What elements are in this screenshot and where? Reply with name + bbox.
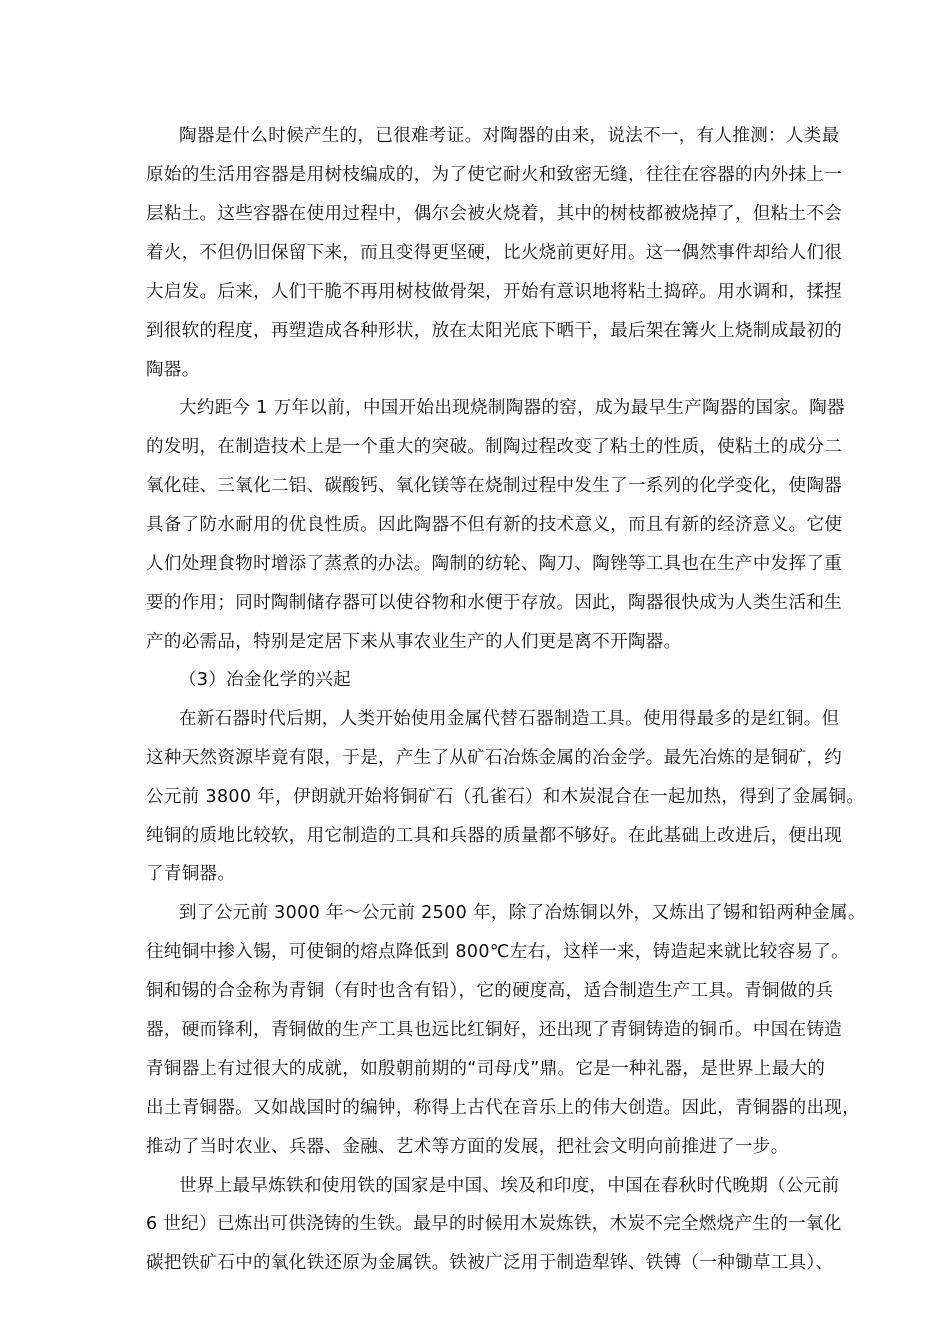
paragraph-1-line-6: 到很软的程度，再塑造成各种形状，放在太阳光底下晒干，最后架在篝火上烧制成最初的	[146, 321, 843, 341]
paragraph-4-line-3: 铜和锡的合金称为青铜（有时也含有铅），它的硬度高，适合制造生产工具。青铜做的兵	[146, 981, 834, 1001]
paragraph-1-line-4: 着火，不但仍旧保留下来，而且变得更坚硬，比火烧前更好用。这一偶然事件却给人们很	[146, 243, 843, 263]
paragraph-2-line-4: 具备了防水耐用的优良性质。因此陶器不但有新的技术意义，而且有新的经济意义。它使	[146, 515, 843, 535]
paragraph-2-line-3: 氧化硅、三氧化二铝、碳酸钙、氧化镁等在烧制过程中发生了一系列的化学变化，使陶器	[146, 476, 843, 496]
section-heading: （3）冶金化学的兴起	[179, 670, 352, 690]
paragraph-3-line-3: 公元前 3800 年，伊朗就开始将铜矿石（孔雀石）和木炭混合在一起加热，得到了金属铜。	[146, 787, 865, 807]
paragraph-2-line-7: 产的必需品，特别是定居下来从事农业生产的人们更是离不开陶器。	[146, 632, 682, 652]
paragraph-4-line-2: 往纯铜中掺入锡，可使铜的熔点降低到 800℃左右，这样一来，铸造起来就比较容易了。	[146, 942, 849, 962]
paragraph-1-line-1: 陶器是什么时候产生的，已很难考证。对陶器的由来，说法不一，有人推测：人类最	[179, 126, 840, 146]
paragraph-4-line-4: 器，硬而锋利，青铜做的生产工具也远比红铜好，还出现了青铜铸造的铜币。中国在铸造	[146, 1020, 843, 1040]
paragraph-1-line-2: 原始的生活用容器是用树枝编成的，为了使它耐火和致密无缝，往往在容器的内外抹上一	[146, 165, 843, 185]
paragraph-1-line-7: 陶器。	[146, 360, 200, 380]
paragraph-3-line-2: 这种天然资源毕竟有限，于是，产生了从矿石冶炼金属的冶金学。最先冶炼的是铜矿，约	[146, 748, 843, 768]
paragraph-5-line-1: 世界上最早炼铁和使用铁的国家是中国、埃及和印度，中国在春秋时代晚期（公元前	[179, 1176, 840, 1196]
paragraph-4-line-5: 青铜器上有过很大的成就，如殷朝前期的“司母戊”鼎。它是一种礼器，是世界上最大的	[146, 1059, 826, 1079]
paragraph-4-line-6: 出土青铜器。又如战国时的编钟，称得上古代在音乐上的伟大创造。因此，青铜器的出现，	[146, 1098, 860, 1118]
paragraph-4-line-1: 到了公元前 3000 年～公元前 2500 年，除了冶炼铜以外，又炼出了锡和铅两种金属。	[179, 903, 866, 923]
paragraph-5-line-2: 6 世纪）已炼出可供浇铸的生铁。最早的时候用木炭炼铁，木炭不完全燃烧产生的一氧化	[146, 1214, 842, 1234]
paragraph-1-line-5: 大启发。后来，人们干脆不再用树枝做骨架，开始有意识地将粘土捣碎。用水调和，揉捏	[146, 282, 843, 302]
paragraph-3-line-5: 了青铜器。	[146, 864, 236, 884]
paragraph-4-line-7: 推动了当时农业、兵器、金融、艺术等方面的发展，把社会文明向前推进了一步。	[146, 1137, 789, 1157]
paragraph-5-line-3: 碳把铁矿石中的氧化铁还原为金属铁。铁被广泛用于制造犁铧、铁镈（一种锄草工具）、	[146, 1253, 834, 1273]
paragraph-3-line-4: 纯铜的质地比较软，用它制造的工具和兵器的质量都不够好。在此基础上改进后，便出现	[146, 826, 843, 846]
paragraph-2-line-6: 要的作用；同时陶制储存器可以使谷物和水便于存放。因此，陶器很快成为人类生活和生	[146, 593, 843, 613]
paragraph-1-line-3: 层粘土。这些容器在使用过程中，偶尔会被火烧着，其中的树枝都被烧掉了，但粘土不会	[146, 204, 843, 224]
paragraph-2-line-5: 人们处理食物时增添了蒸煮的办法。陶制的纺轮、陶刀、陶锉等工具也在生产中发挥了重	[146, 554, 843, 574]
paragraph-2-line-1: 大约距今 1 万年以前，中国开始出现烧制陶器的窑，成为最早生产陶器的国家。陶器	[179, 398, 845, 418]
paragraph-3-line-1: 在新石器时代后期，人类开始使用金属代替石器制造工具。使用得最多的是红铜。但	[179, 709, 840, 729]
paragraph-2-line-2: 的发明，在制造技术上是一个重大的突破。制陶过程改变了粘土的性质，使粘土的成分二	[146, 437, 843, 457]
